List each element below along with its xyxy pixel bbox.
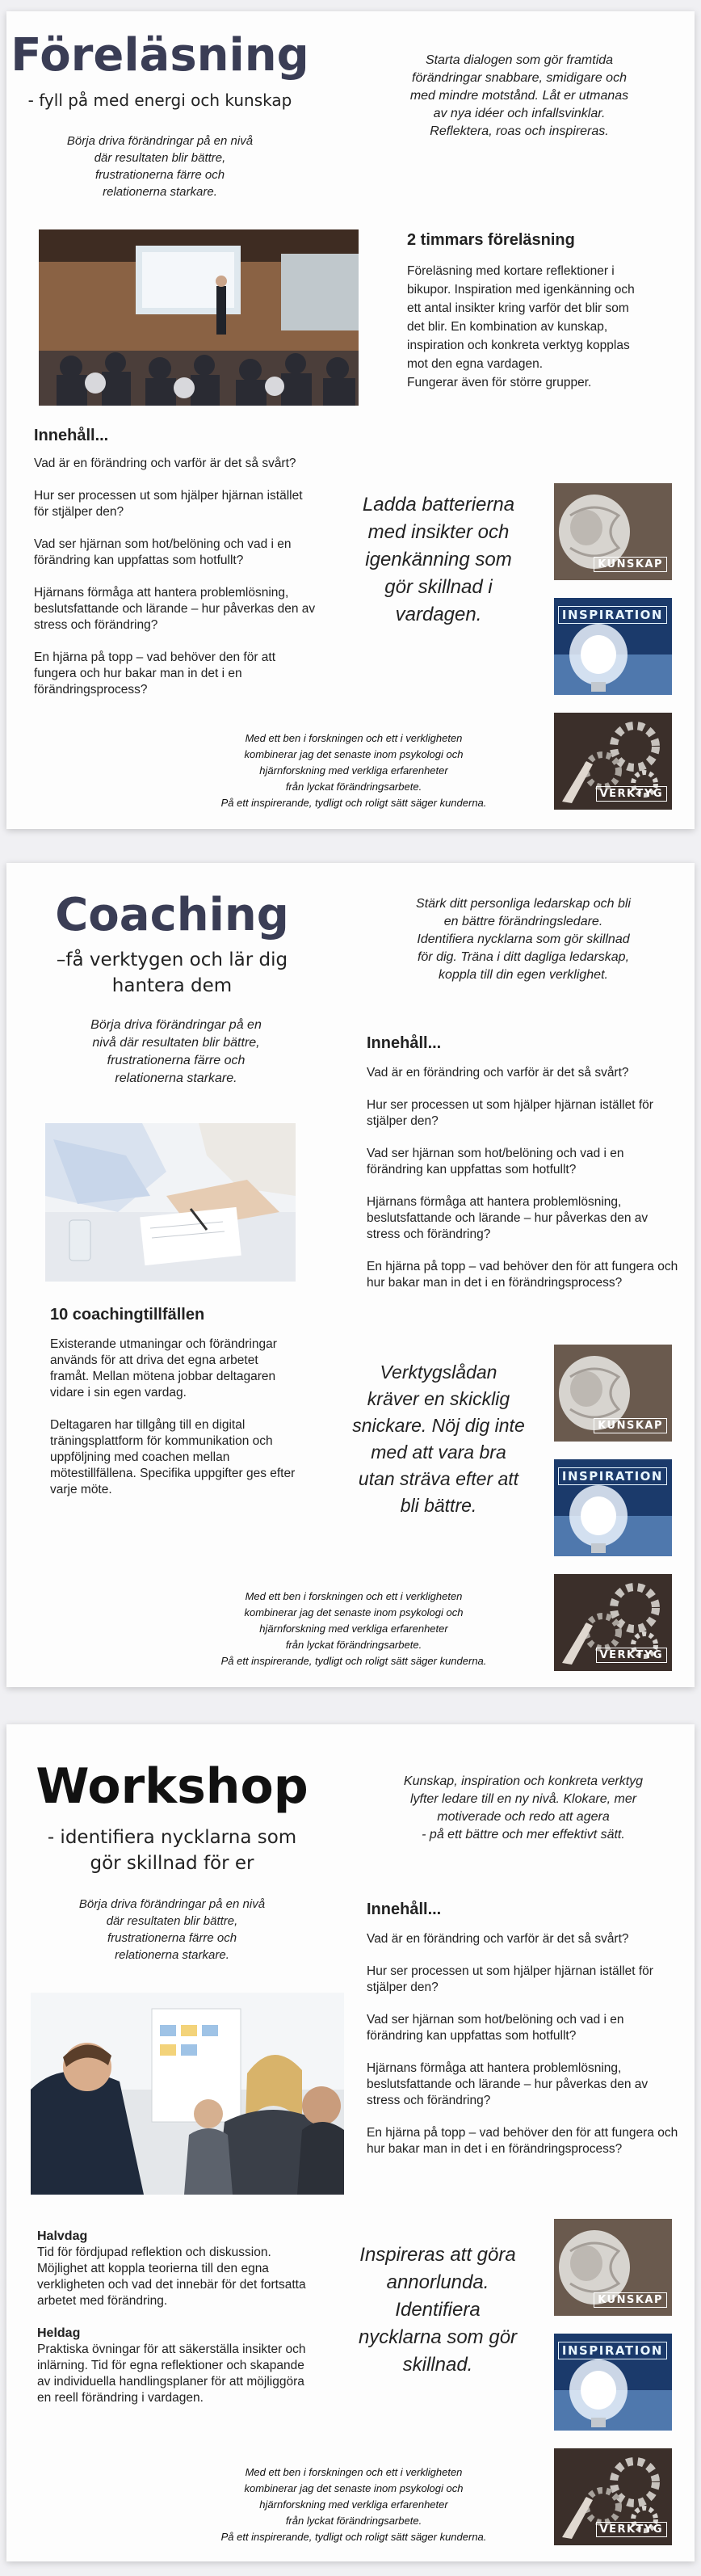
list-item: Hjärnans förmåga att hantera problemlösning, beslutsfattande och lärande – hur påverkas den av stress och förändring? <box>34 586 316 632</box>
coaching-sessions-text: Existerande utmaningar och förändringar används för att driva det egna arbetet framåt. Mellan mötena jobbar deltagaren vidare i sin egen vardag. Deltagaren har tillgång till en digital träningsplattform för kommunikation och uppföljning med coachen mellan mötestillfällena. Specifika uppgifter ges efter varje möte. <box>50 1337 296 1496</box>
list-item: Hur ser processen ut som hjälper hjärnan istället för stjälper den? <box>367 1098 653 1128</box>
coaching-footer-customers: På ett inspirerande, tydligt och roligt sätt säger kunderna. <box>220 1655 487 1667</box>
workshop-content-list <box>367 1931 682 2157</box>
list-item: Hur ser processen ut som hjälper hjärnan istället för stjälper den? <box>367 1964 653 1994</box>
lecture-photo <box>39 229 359 406</box>
lecture-quote: Ladda batterierna med insikter och igenkänning som gör skillnad i vardagen. <box>362 494 515 625</box>
workshop-footer: Med ett ben i forskningen och ett i verkligheten kombinerar jag det senaste inom psykologi och hjärnforskning med verkliga erfarenheter från lyckat förändringsarbete. <box>244 2466 464 2527</box>
workshop-card <box>6 1724 695 2561</box>
inspiration-label: INSPIRATION <box>558 2342 667 2359</box>
list-item: En hjärna på topp – vad behöver den för att fungera och hur bakar man in det i en förändringsprocess? <box>367 1260 678 1290</box>
list-item: Vad är en förändring och varför är det så svårt? <box>367 1066 629 1080</box>
coaching-subtitle: –få verktygen och lär dig hantera dem <box>56 949 288 996</box>
lecture-footer: Med ett ben i forskningen och ett i verkligheten kombinerar jag det senaste inom psykologi och hjärnforskning med verkliga erfarenheter från lyckat förändringsarbete. <box>244 732 464 793</box>
coaching-sessions-heading: 10 coachingtillfällen <box>50 1306 205 1324</box>
list-item: Vad ser hjärnan som hot/belöning och vad i en förändring kan uppfattas som hotfullt? <box>34 537 292 567</box>
workshop-formats <box>37 2229 320 2406</box>
coaching-intro: Börja driva förändringar på en nivå där resultaten blir bättre, frustrationerna färre och relationerna starkare. <box>90 1018 262 1085</box>
kunskap-thumbnail <box>554 2219 672 2316</box>
coaching-content-heading: Innehåll... <box>367 1034 442 1052</box>
workshop-quote: Inspireras att göra annorlunda. Identifiera nycklarna som gör skillnad. <box>358 2244 518 2376</box>
workshop-footer-customers: På ett inspirerande, tydligt och roligt sätt säger kunderna. <box>220 2531 487 2543</box>
coaching-right-intro: Stärk ditt personliga ledarskap och bli en bättre förändringsledare. Identifiera nycklarna som gör skillnad för dig. Träna i ditt dagliga ledarskap, koppla till din egen verklighet. <box>416 897 631 982</box>
kunskap-label: KUNSKAP <box>594 1418 667 1433</box>
coaching-title: Coaching <box>55 889 289 941</box>
inspiration-thumbnail <box>554 2334 672 2431</box>
list-item: Vad är en förändring och varför är det så svårt? <box>34 457 296 470</box>
coaching-content-list <box>367 1065 682 1291</box>
workshop-subtitle: - identifiera nycklarna som gör skillnad för er <box>47 1827 297 1874</box>
half-day-text: Tid för fördjupad reflektion och diskussion. Möjlighet att koppla teorierna till den egna verkligheten och vad det innebär för det fortsatta arbetet med förändring. <box>37 2246 306 2308</box>
inspiration-thumbnail <box>554 598 672 695</box>
inspiration-thumbnail <box>554 1459 672 1556</box>
list-item: Hjärnans förmåga att hantera problemlösning, beslutsfattande och lärande – hur påverkas den av stress och förändring? <box>367 1195 649 1241</box>
verktyg-label: VERKTYG <box>596 1648 667 1663</box>
verktyg-label: VERKTYG <box>596 2522 667 2537</box>
kunskap-label: KUNSKAP <box>594 557 667 572</box>
half-day-heading: Halvdag <box>37 2229 88 2243</box>
coaching-quote: Verktygslådan kräver en skicklig snickare. Nöj dig inte med att vara bra utan sträva efter att bli bättre. <box>352 1362 525 1516</box>
lecture-intro: Börja driva förändringar på en nivå där resultaten blir bättre, frustrationerna färre och relationerna starkare. <box>66 134 254 199</box>
list-item: Hur ser processen ut som hjälper hjärnan istället för stjälper den? <box>34 489 303 519</box>
kunskap-thumbnail <box>554 1345 672 1442</box>
coaching-card <box>6 863 695 1687</box>
lecture-subtitle: - fyll på med energi och kunskap <box>27 90 292 110</box>
full-day-heading: Heldag <box>37 2326 81 2340</box>
kunskap-label: KUNSKAP <box>594 2292 667 2308</box>
lecture-title: Föreläsning <box>10 29 309 82</box>
coaching-footer: Med ett ben i forskningen och ett i verkligheten kombinerar jag det senaste inom psykologi och hjärnforskning med verkliga erfarenheter från lyckat förändringsarbete. <box>244 1590 464 1651</box>
list-item: En hjärna på topp – vad behöver den för att fungera och hur bakar man in det i en förändringsprocess? <box>34 650 276 697</box>
list-item: En hjärna på topp – vad behöver den för att fungera och hur bakar man in det i en förändringsprocess? <box>367 2126 678 2156</box>
full-day-text: Praktiska övningar för att säkerställa insikter och inlärning. Tid för egna reflektioner och skapande av individuella handlingsplaner för att möjliggöra en reell förändring i vardagen. <box>37 2342 306 2405</box>
lecture-two-hour-heading: 2 timmars föreläsning <box>407 231 575 249</box>
coaching-photo <box>45 1123 296 1282</box>
inspiration-label: INSPIRATION <box>558 606 667 624</box>
kunskap-thumbnail <box>554 483 672 580</box>
workshop-content-heading: Innehåll... <box>367 1900 442 1918</box>
verktyg-thumbnail <box>554 2448 672 2545</box>
workshop-right-intro: Kunskap, inspiration och konkreta verktyg lyfter ledare till en ny nivå. Klokare, mer motiverade och redo att agera - på ett bättre och mer effektivt sätt. <box>403 1774 644 1842</box>
inspiration-label: INSPIRATION <box>558 1467 667 1485</box>
lecture-right-intro: Starta dialogen som gör framtida förändringar snabbare, smidigare och med mindre motstånd. Låt er utmanas av nya idéer och infallsvinklar. Reflektera, roas och inspireras. <box>409 53 629 138</box>
verktyg-label: VERKTYG <box>596 786 667 802</box>
list-item: Vad ser hjärnan som hot/belöning och vad i en förändring kan uppfattas som hotfullt? <box>367 2013 624 2043</box>
list-item: Vad är en förändring och varför är det så svårt? <box>367 1932 629 1946</box>
workshop-photo <box>31 1993 344 2195</box>
lecture-two-hour-text: Föreläsning med kortare reflektioner i bikupor. Inspiration med igenkänning och ett antal insikter kring varför det blir som det blir. En kombination av kunskap, inspiration och konkreta verktyg kopplas mot den egna vardagen. <box>407 264 635 371</box>
list-item: Hjärnans förmåga att hantera problemlösning, beslutsfattande och lärande – hur påverkas den av stress och förändring? <box>367 2061 649 2107</box>
workshop-title: Workshop <box>36 1758 309 1815</box>
lecture-content-list <box>34 456 317 698</box>
lecture-footer-customers: På ett inspirerande, tydligt och roligt sätt säger kunderna. <box>220 797 487 809</box>
lecture-content-heading: Innehåll... <box>34 427 109 444</box>
verktyg-thumbnail <box>554 713 672 810</box>
list-item: Vad ser hjärnan som hot/belöning och vad i en förändring kan uppfattas som hotfullt? <box>367 1147 624 1176</box>
verktyg-thumbnail <box>554 1574 672 1671</box>
workshop-intro: Börja driva förändringar på en nivå där resultaten blir bättre, frustrationerna färre och relationerna starkare. <box>78 1897 266 1962</box>
lecture-two-hour-text2: Fungerar även för större grupper. <box>407 376 592 389</box>
lecture-card <box>6 11 695 829</box>
